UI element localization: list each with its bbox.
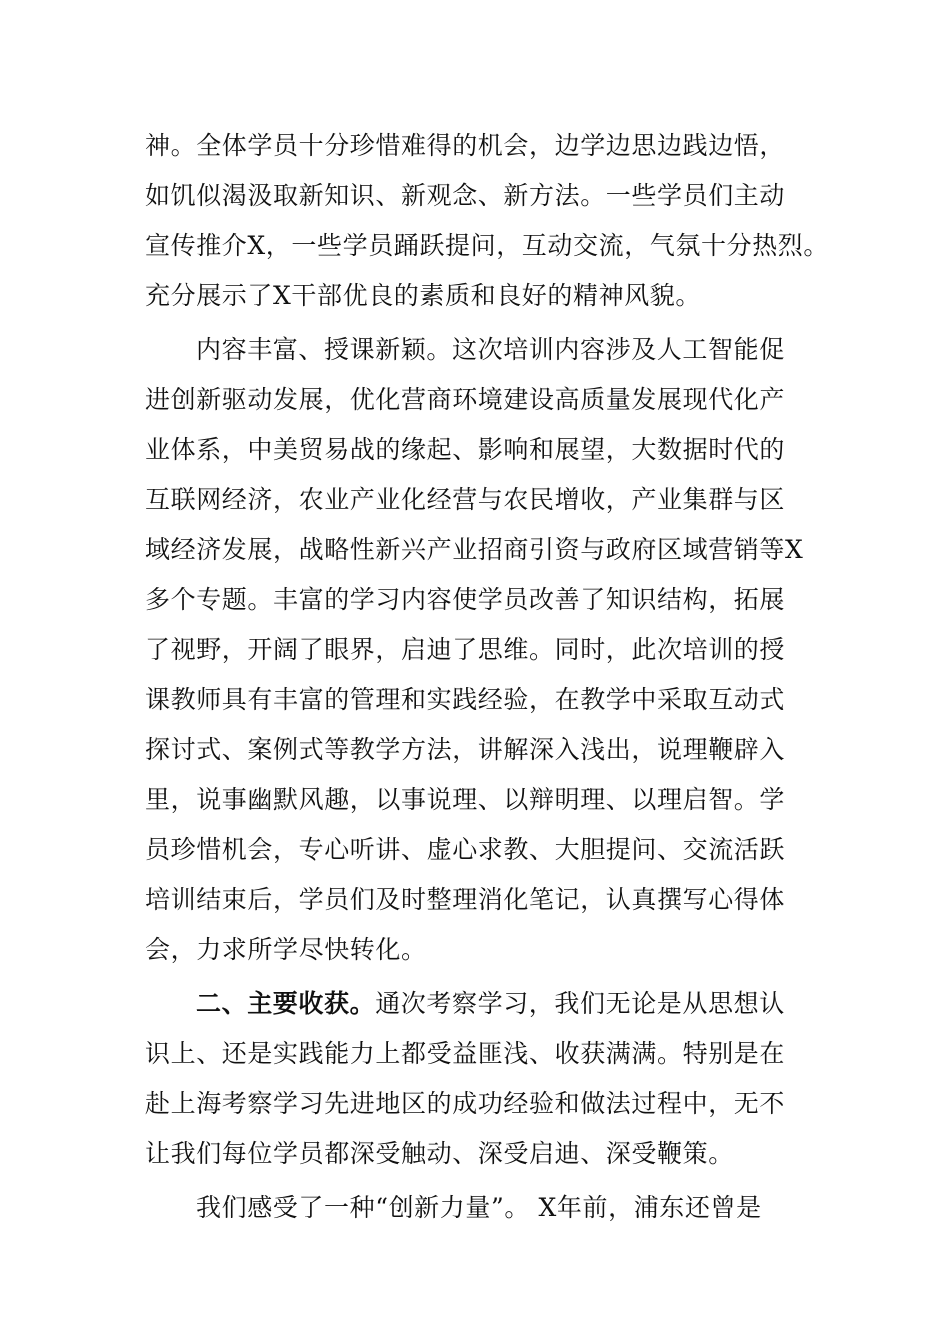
paragraph-start-line: 内容丰富、授课新颖。这次培训内容涉及人工智能促 xyxy=(196,335,785,364)
text-line: 如饥似渴汲取新知识、新观念、新方法。一些学员们主动 xyxy=(145,181,786,210)
text-line: 课教师具有丰富的管理和实践经验，在教学中采取互动式 xyxy=(145,685,786,714)
section-heading: 二、主要收获。 xyxy=(196,989,376,1018)
text-line: 互联网经济，农业产业化经营与农民增收，产业集群与区 xyxy=(145,485,786,514)
text-line: 识上、还是实践能力上都受益匪浅、收获满满。特别是在 xyxy=(145,1039,786,1068)
text-line: 赴上海考察学习先进地区的成功经验和做法过程中，无不 xyxy=(145,1089,786,1118)
paragraph-start-line: 我们感受了一种“创新力量”。 X年前，浦东还曾是 xyxy=(196,1193,762,1222)
text-line: 培训结束后，学员们及时整理消化笔记，认真撰写心得体 xyxy=(145,885,786,914)
text-line: 宣传推介X，一些学员踊跃提问，互动交流，气氛十分热烈。 xyxy=(145,231,829,260)
text-line: 让我们每位学员都深受触动、深受启迪、深受鞭策。 xyxy=(145,1139,734,1168)
text-line: 业体系，中美贸易战的缘起、影响和展望，大数据时代的 xyxy=(145,435,786,464)
text-line: 了视野，开阔了眼界，启迪了思维。同时，此次培训的授 xyxy=(145,635,786,664)
text-line: 探讨式、案例式等教学方法，讲解深入浅出，说理鞭辟入 xyxy=(145,735,786,764)
text-line: 会，力求所学尽快转化。 xyxy=(145,935,427,964)
text-line: 充分展示了X干部优良的素质和良好的精神风貌。 xyxy=(145,281,701,310)
text-line: 进创新驱动发展，优化营商环境建设高质量发展现代化产 xyxy=(145,385,786,414)
section-heading-line xyxy=(196,979,826,1029)
text-line: 多个专题。丰富的学习内容使学员改善了知识结构，拓展 xyxy=(145,585,786,614)
section-heading-text: 通次考察学习，我们无论是从思想认 xyxy=(375,989,785,1018)
text-line: 神。全体学员十分珍惜难得的机会，边学边思边践边悟， xyxy=(145,131,786,160)
text-line: 里，说事幽默风趣，以事说理、以辩明理、以理启智。学 xyxy=(145,785,786,814)
text-line: 员珍惜机会，专心听讲、虚心求教、大胆提问、交流活跃 xyxy=(145,835,786,864)
text-line: 域经济发展，战略性新兴产业招商引资与政府区域营销等X xyxy=(145,535,804,564)
